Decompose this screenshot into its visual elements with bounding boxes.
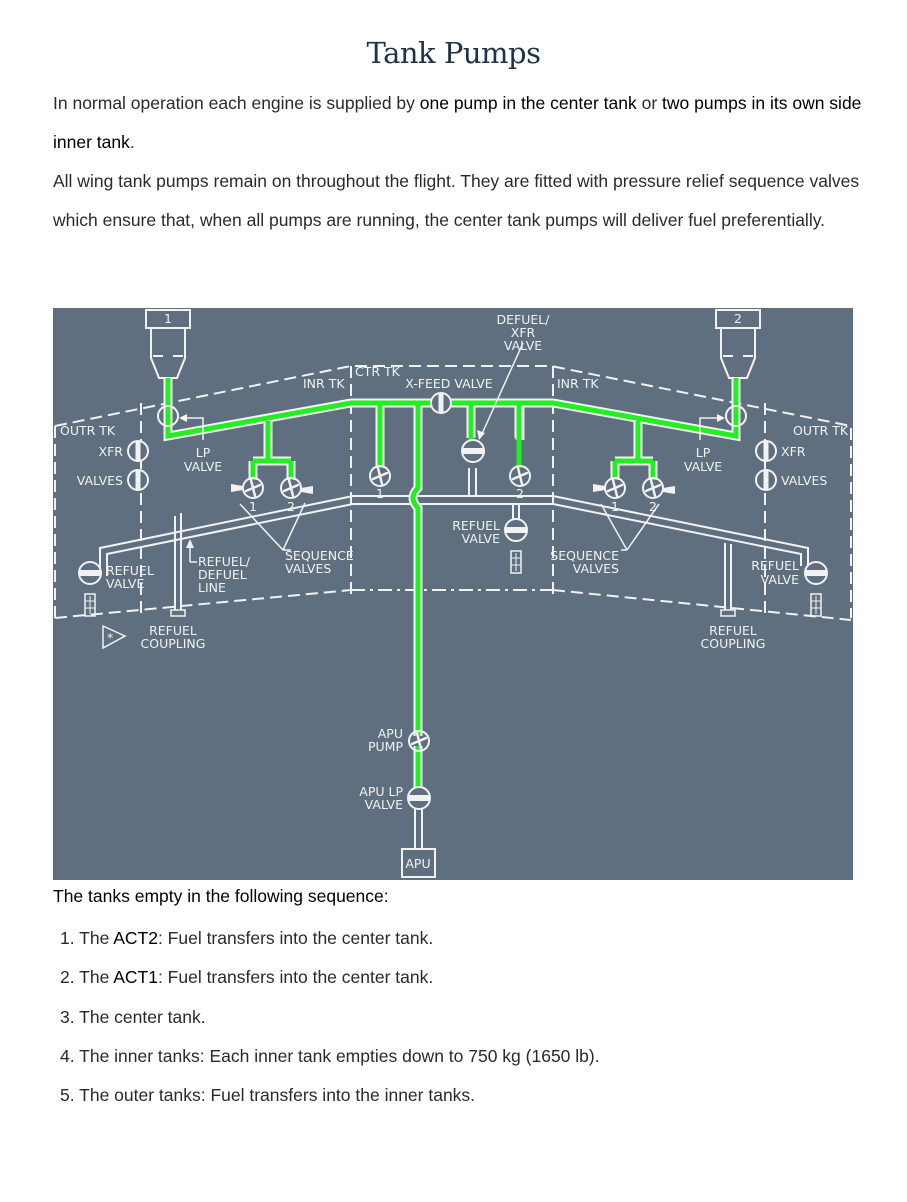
item-number: 1. [60, 928, 80, 948]
label-valves-seq-left: VALVES [285, 561, 332, 576]
item-number: 5. [60, 1085, 80, 1106]
intro-paragraph [53, 84, 863, 162]
engine-2-label: 2 [734, 311, 742, 326]
fuel-flow-lines [168, 378, 736, 788]
label-refuel-slash: REFUEL/ [198, 554, 250, 569]
label-outr-tk-left: OUTR TK [60, 423, 116, 438]
pump-left-2-icon [281, 478, 301, 498]
label-refuel-valve-center: VALVE [461, 531, 500, 546]
label-pump-right-2: 2 [649, 499, 657, 514]
highlight-center-tank: one pump in the center tank [419, 93, 637, 113]
list-item [60, 919, 600, 958]
wing-pumps-paragraph: All wing tank pumps remain on throughout the flight. They are fitted with pressure relief sequence valves which ensure that, when all pumps are running, the center tank pumps will deliver fuel preferentially. [53, 171, 860, 230]
intro-period: . [129, 132, 135, 152]
refuel-valve-left-box [85, 594, 95, 616]
refuel-valve-center-icon [505, 519, 527, 541]
item-bold: ACT1 [113, 967, 158, 988]
label-valve: VALVE [503, 338, 543, 353]
sequence-valve-arrows [240, 503, 659, 550]
refuel-valve-center-box [511, 551, 521, 573]
xfr-valve-left-1-icon [128, 441, 148, 461]
ctr-pump-1-icon [370, 466, 390, 486]
feed-line-outline [168, 378, 736, 788]
label-refuel-coupling-right-1: REFUEL [709, 623, 757, 638]
label-lp-valve-right: VALVE [683, 459, 723, 474]
engine-1 [146, 310, 190, 378]
label-lp-right: LP [695, 445, 711, 460]
item-text: : Fuel transfers into the center tank. [157, 928, 434, 948]
label-refuel-valve-left: VALVE [106, 576, 145, 591]
label-apu-pump-1: APU [377, 726, 403, 741]
list-item [60, 1037, 600, 1076]
sequence-heading: The tanks empty in the following sequence: [53, 886, 389, 906]
label-ctr-pump-2: 2 [516, 486, 524, 501]
label-refuel-right: REFUEL [751, 558, 799, 573]
pump-left-1-icon [243, 478, 263, 498]
label-lp-left: LP [195, 445, 211, 460]
label-refuel-coupling-left-1: REFUEL [149, 623, 197, 638]
item-number: 4. [60, 1045, 80, 1066]
label-xfr-right: XFR [781, 444, 806, 459]
refuel-coupling-left-icon [171, 610, 185, 616]
ctr-pump-2-icon [510, 466, 530, 486]
label-sequence-right: SEQUENCE [550, 548, 619, 563]
label-lp-valve-left: VALVE [183, 459, 223, 474]
label-ctr-tk: CTR TK [355, 364, 400, 379]
label-inr-tk-left: INR TK [303, 376, 345, 391]
label-apu-lp-valve: VALVE [364, 797, 403, 812]
label-valves-seq-right: VALVES [572, 561, 619, 576]
label-valves-left: VALVES [76, 473, 123, 488]
label-apu-pump-2: PUMP [367, 739, 403, 754]
label-pump-right-1: 1 [611, 499, 619, 514]
item-text: The center tank. [79, 1006, 206, 1027]
xfr-valve-right-1-icon [756, 441, 776, 461]
refuel-coupling-right-icon [721, 610, 735, 616]
item-text: The outer tanks: Fuel transfers into the inner tanks. [79, 1085, 476, 1106]
label-xfr: XFR [510, 325, 536, 340]
label-inr-tk-right: INR TK [557, 376, 599, 391]
tank-empty-sequence [60, 919, 600, 1115]
label-apu-lp: APU LP [359, 784, 403, 799]
xfr-valve-right-2-icon [756, 470, 776, 490]
item-text: : Fuel transfers into the center tank. [157, 967, 434, 988]
page-title: Tank Pumps [366, 36, 541, 70]
label-apu: APU [405, 856, 431, 871]
label-outr-tk-right: OUTR TK [793, 423, 849, 438]
label-refuel-valve-right: VALVE [760, 572, 799, 587]
label-refuel-left: REFUEL [106, 563, 154, 578]
refuel-coupling-symbol-icon [103, 626, 125, 648]
label-ctr-pump-1: 1 [376, 486, 384, 501]
label-defuel: DEFUEL/ [496, 312, 550, 327]
refuel-valve-left-icon [79, 562, 101, 584]
apu-lp-valve-icon [408, 787, 430, 809]
list-item [60, 958, 600, 997]
x-feed-valve-icon [431, 393, 451, 413]
intro-text-or: or [636, 93, 663, 113]
item-prefix: The [79, 967, 114, 988]
intro-text: In normal operation each engine is supplied by [53, 93, 420, 113]
engine-2 [716, 310, 760, 378]
xfr-valve-left-2-icon [128, 470, 148, 490]
label-line: LINE [198, 580, 226, 595]
label-xfr-left: XFR [98, 444, 123, 459]
engine-1-label: 1 [164, 311, 172, 326]
label-refuel-coupling-right-2: COUPLING [700, 636, 766, 651]
pump-right-2-icon [643, 478, 663, 498]
label-refuel-center: REFUEL [452, 518, 500, 533]
item-text: The inner tanks: Each inner tank empties down to 750 kg (1650 lb). [79, 1045, 600, 1066]
label-sequence-left: SEQUENCE [285, 548, 354, 563]
label-pump-left-2: 2 [287, 499, 295, 514]
list-item [60, 998, 600, 1037]
label-valves-right: VALVES [781, 473, 828, 488]
label-refuel-coupling-left-2: COUPLING [140, 636, 206, 651]
refuel-valve-right-icon [805, 562, 827, 584]
svg-text:*: * [107, 630, 114, 645]
pump-right-1-icon [605, 478, 625, 498]
item-number: 2. [60, 967, 80, 988]
refuel-valve-right-box [811, 594, 821, 616]
apu-feed-line [415, 808, 422, 850]
list-item [60, 1076, 600, 1115]
item-prefix: The [79, 928, 114, 948]
item-number: 3. [60, 1006, 80, 1027]
highlight-inner-tank: two pumps in its own side inner tank [53, 93, 862, 152]
item-bold: ACT2 [113, 928, 158, 948]
label-x-feed-valve: X-FEED VALVE [405, 376, 493, 391]
label-defuel: DEFUEL [198, 567, 247, 582]
fuel-system-diagram [53, 308, 853, 880]
label-pump-left-1: 1 [249, 499, 257, 514]
defuel-xfr-valve-icon [462, 440, 484, 462]
